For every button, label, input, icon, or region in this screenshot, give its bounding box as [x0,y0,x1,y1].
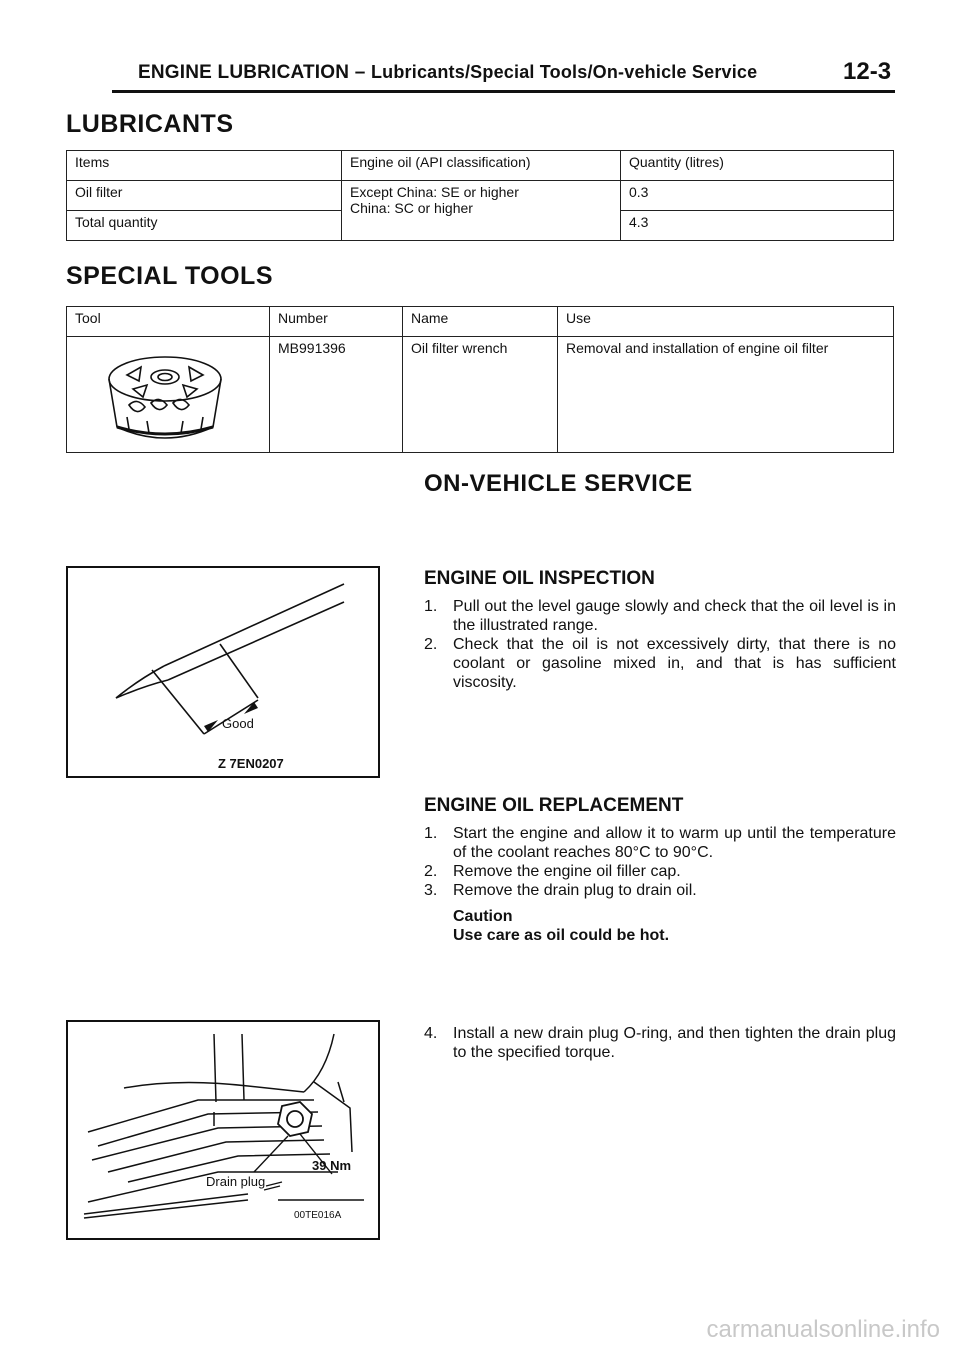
dipstick-icon [68,568,378,776]
column-header: Engine oil (API classification) [342,151,621,181]
table-row [67,181,894,211]
step-number: 1. [424,825,438,842]
step-text: Check that the oil is not excessively dirty, that there is no coolant or gasoline mixed in, and that is has sufficient viscosity. [453,636,896,691]
engine-oil-line: Except China: SE or higher [350,184,519,200]
header-dash: – [354,62,366,83]
drain-plug-label: Drain plug [206,1174,266,1189]
oil-pan-icon [68,1022,378,1238]
figure-code: 00TE016A [294,1210,342,1221]
engine-oil-cell [342,181,621,241]
column-header: Name [403,307,558,337]
figure-code: Z 7EN0207 [218,756,284,771]
section-subtitle: Lubricants/Special Tools/On-vehicle Service [370,62,758,82]
column-header: Quantity (litres) [621,151,894,181]
quantity-cell: 4.3 [621,211,894,241]
step-number: 3. [424,882,438,899]
step-text: Remove the drain plug to drain oil. [453,882,697,899]
section-title: ENGINE LUBRICATION [138,62,350,83]
item-cell: Oil filter [67,181,342,211]
page-number: 12-3 [843,58,892,85]
lubricants-table [66,150,894,241]
special-tools-table [66,306,894,453]
inspection-heading: ENGINE OIL INSPECTION [424,568,655,589]
step-text: Pull out the level gauge slowly and check that the oil level is in the illustrated range. [453,598,896,634]
step-number: 2. [424,636,438,653]
good-label: Good [222,716,254,731]
engine-oil-line: China: SC or higher [350,200,473,216]
oil-filter-wrench-icon [67,337,253,449]
step-number: 2. [424,863,438,880]
step-text: Install a new drain plug O-ring, and then tighten the drain plug to the specified torque. [453,1025,896,1061]
header-rule [112,90,895,93]
lubricants-heading: LUBRICANTS [66,110,234,138]
table-row [67,337,894,453]
column-header: Items [67,151,342,181]
running-header [138,62,757,84]
step-number: 4. [424,1025,438,1042]
tool-image-cell [67,337,270,453]
column-header: Use [558,307,894,337]
step-text: Start the engine and allow it to warm up until the temperature of the coolant reaches 80°C to 90°C. [453,825,896,861]
caution-title: Caution [453,908,513,925]
drain-plug-figure [66,1020,380,1240]
step-text: Remove the engine oil filler cap. [453,863,681,880]
special-tools-heading: SPECIAL TOOLS [66,262,274,290]
replacement-heading: ENGINE OIL REPLACEMENT [424,795,684,816]
on-vehicle-heading: ON-VEHICLE SERVICE [424,470,693,497]
item-cell: Total quantity [67,211,342,241]
column-header: Number [270,307,403,337]
tool-number-cell: MB991396 [270,337,403,453]
tool-name-cell: Oil filter wrench [403,337,558,453]
tool-use-cell: Removal and installation of engine oil filter [558,337,894,453]
table-header-row [67,307,894,337]
table-header-row [67,151,894,181]
watermark: carmanualsonline.info [706,1316,940,1343]
torque-label: 39 Nm [312,1158,352,1173]
dipstick-figure [66,566,380,778]
caution-text: Use care as oil could be hot. [453,927,670,944]
quantity-cell: 0.3 [621,181,894,211]
step-number: 1. [424,598,438,615]
column-header: Tool [67,307,270,337]
